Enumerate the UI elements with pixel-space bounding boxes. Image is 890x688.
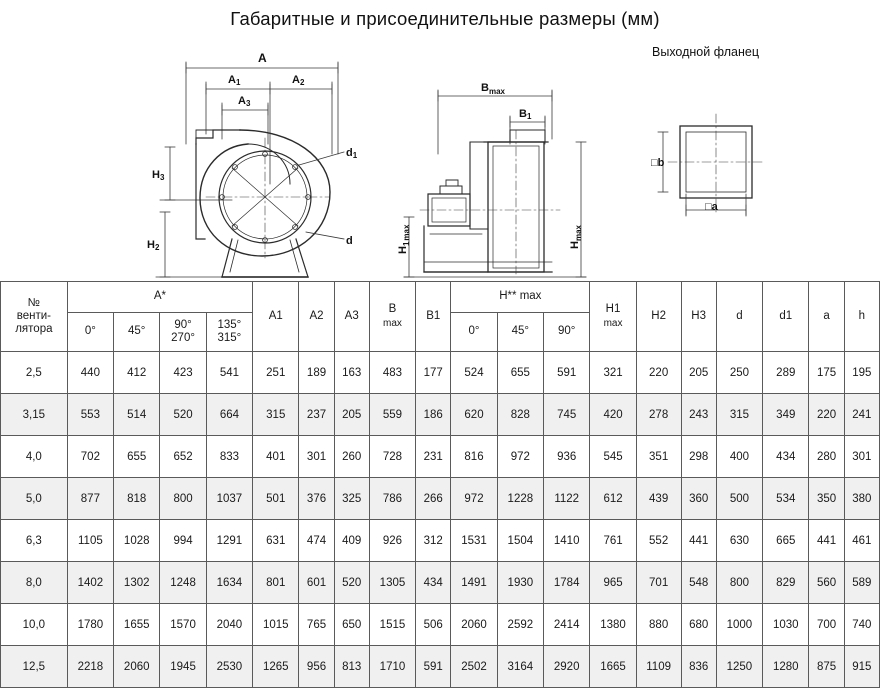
table-row xyxy=(1,352,880,394)
header-d1: d1 xyxy=(763,282,809,352)
table-row xyxy=(1,520,880,562)
cell-A3: 409 xyxy=(334,520,369,562)
cell-d: 250 xyxy=(716,352,762,394)
cell-d1: 289 xyxy=(763,352,809,394)
cell-H1max: 1380 xyxy=(590,604,636,646)
cell-H3: 548 xyxy=(681,562,716,604)
cell-A1: 315 xyxy=(253,394,299,436)
label-A: A xyxy=(258,51,267,65)
cell-a: 560 xyxy=(809,562,844,604)
header-h: h xyxy=(844,282,879,352)
cell-Bmax: 1515 xyxy=(369,604,415,646)
header-A3: A3 xyxy=(334,282,369,352)
cell-d1: 1280 xyxy=(763,646,809,688)
cell-a45: 1028 xyxy=(114,520,160,562)
cell-a135: 833 xyxy=(206,436,252,478)
cell-a0: 1780 xyxy=(67,604,113,646)
label-d: d xyxy=(346,235,353,247)
cell-H2: 880 xyxy=(636,604,681,646)
cell-h: 915 xyxy=(844,646,879,688)
cell-A3: 520 xyxy=(334,562,369,604)
cell-H2: 278 xyxy=(636,394,681,436)
header-H1-max: H1 max xyxy=(590,282,636,352)
cell-h45: 1930 xyxy=(497,562,543,604)
cell-h45: 828 xyxy=(497,394,543,436)
table-row xyxy=(1,478,880,520)
drawings-area xyxy=(0,34,890,279)
header-a: a xyxy=(809,282,844,352)
cell-H1max: 965 xyxy=(590,562,636,604)
label-B1: B1 xyxy=(519,108,532,121)
cell-h0: 620 xyxy=(451,394,497,436)
cell-H3: 298 xyxy=(681,436,716,478)
cell-h: 241 xyxy=(844,394,879,436)
cell-a0: 1402 xyxy=(67,562,113,604)
cell-h: 380 xyxy=(844,478,879,520)
header-A1: A1 xyxy=(253,282,299,352)
cell-a90: 994 xyxy=(160,520,206,562)
cell-a0: 877 xyxy=(67,478,113,520)
label-flange-a: □a xyxy=(705,201,718,213)
cell-B1: 177 xyxy=(416,352,451,394)
table-row xyxy=(1,604,880,646)
header-group-A: A* xyxy=(67,282,252,313)
cell-h: 740 xyxy=(844,604,879,646)
header-A-90-270: 90° 270° xyxy=(160,313,206,352)
cell-a135: 1634 xyxy=(206,562,252,604)
cell-Bmax: 1305 xyxy=(369,562,415,604)
cell-h90: 1784 xyxy=(544,562,590,604)
cell-a45: 1302 xyxy=(114,562,160,604)
cell-A3: 813 xyxy=(334,646,369,688)
cell-a90: 800 xyxy=(160,478,206,520)
label-A1: A1 xyxy=(228,74,241,87)
cell-a45: 2060 xyxy=(114,646,160,688)
cell-H1max: 761 xyxy=(590,520,636,562)
cell-h: 301 xyxy=(844,436,879,478)
label-A2: A2 xyxy=(292,74,305,87)
cell-H2: 552 xyxy=(636,520,681,562)
cell-h90: 2920 xyxy=(544,646,590,688)
cell-a45: 514 xyxy=(114,394,160,436)
cell-a: 700 xyxy=(809,604,844,646)
cell-H3: 205 xyxy=(681,352,716,394)
flange-caption: Выходной фланец xyxy=(652,45,759,59)
cell-a90: 423 xyxy=(160,352,206,394)
cell-a0: 2218 xyxy=(67,646,113,688)
cell-a: 175 xyxy=(809,352,844,394)
cell-a90: 1945 xyxy=(160,646,206,688)
cell-fan-number: 10,0 xyxy=(1,604,68,646)
cell-H2: 220 xyxy=(636,352,681,394)
cell-A2: 474 xyxy=(299,520,334,562)
label-A3: A3 xyxy=(238,95,251,108)
page-title: Габаритные и присоединительные размеры (мм) xyxy=(230,8,660,29)
cell-d1: 349 xyxy=(763,394,809,436)
cell-H1max: 321 xyxy=(590,352,636,394)
cell-h90: 1410 xyxy=(544,520,590,562)
cell-a90: 1570 xyxy=(160,604,206,646)
header-B-max: B max xyxy=(369,282,415,352)
cell-A1: 631 xyxy=(253,520,299,562)
cell-Bmax: 483 xyxy=(369,352,415,394)
cell-h0: 2060 xyxy=(451,604,497,646)
cell-B1: 312 xyxy=(416,520,451,562)
header-d: d xyxy=(716,282,762,352)
cell-h90: 745 xyxy=(544,394,590,436)
cell-d1: 534 xyxy=(763,478,809,520)
label-H2: H2 xyxy=(147,239,160,252)
header-group-H: H** max xyxy=(451,282,590,313)
cell-B1: 186 xyxy=(416,394,451,436)
cell-h: 461 xyxy=(844,520,879,562)
table-row xyxy=(1,562,880,604)
table-row xyxy=(1,646,880,688)
cell-h90: 591 xyxy=(544,352,590,394)
cell-A1: 401 xyxy=(253,436,299,478)
cell-H3: 441 xyxy=(681,520,716,562)
cell-d: 630 xyxy=(716,520,762,562)
cell-d1: 665 xyxy=(763,520,809,562)
cell-H2: 351 xyxy=(636,436,681,478)
label-Hmax: $H_{max}$ xyxy=(569,225,583,249)
cell-d: 315 xyxy=(716,394,762,436)
cell-A1: 1265 xyxy=(253,646,299,688)
cell-h0: 2502 xyxy=(451,646,497,688)
header-fan-number-l1: № xyxy=(27,296,41,309)
cell-fan-number: 12,5 xyxy=(1,646,68,688)
cell-H3: 243 xyxy=(681,394,716,436)
cell-A2: 376 xyxy=(299,478,334,520)
cell-A1: 801 xyxy=(253,562,299,604)
cell-Bmax: 926 xyxy=(369,520,415,562)
cell-A3: 163 xyxy=(334,352,369,394)
cell-Bmax: 559 xyxy=(369,394,415,436)
cell-H1max: 1665 xyxy=(590,646,636,688)
dimensions-table xyxy=(0,281,880,688)
cell-A3: 205 xyxy=(334,394,369,436)
cell-fan-number: 2,5 xyxy=(1,352,68,394)
cell-A2: 301 xyxy=(299,436,334,478)
cell-h45: 655 xyxy=(497,352,543,394)
cell-h0: 1531 xyxy=(451,520,497,562)
cell-a90: 652 xyxy=(160,436,206,478)
cell-d1: 1030 xyxy=(763,604,809,646)
header-H-90: 90° xyxy=(544,313,590,352)
label-Bmax: $B_{max}$ xyxy=(481,82,505,96)
cell-a: 220 xyxy=(809,394,844,436)
cell-A1: 1015 xyxy=(253,604,299,646)
cell-h45: 3164 xyxy=(497,646,543,688)
cell-A1: 251 xyxy=(253,352,299,394)
header-fan-number-l2: венти- xyxy=(16,309,51,322)
cell-A2: 601 xyxy=(299,562,334,604)
cell-h90: 2414 xyxy=(544,604,590,646)
cell-a90: 520 xyxy=(160,394,206,436)
cell-B1: 591 xyxy=(416,646,451,688)
header-fan-number xyxy=(1,282,68,352)
cell-a45: 655 xyxy=(114,436,160,478)
cell-A2: 956 xyxy=(299,646,334,688)
cell-a: 441 xyxy=(809,520,844,562)
cell-a0: 1105 xyxy=(67,520,113,562)
technical-drawings-svg xyxy=(0,34,890,279)
header-A-45: 45° xyxy=(114,313,160,352)
cell-h: 589 xyxy=(844,562,879,604)
cell-Bmax: 1710 xyxy=(369,646,415,688)
cell-h0: 1491 xyxy=(451,562,497,604)
cell-d: 1000 xyxy=(716,604,762,646)
cell-A2: 189 xyxy=(299,352,334,394)
cell-a135: 1291 xyxy=(206,520,252,562)
cell-h45: 1504 xyxy=(497,520,543,562)
cell-a: 350 xyxy=(809,478,844,520)
cell-H2: 701 xyxy=(636,562,681,604)
header-H2: H2 xyxy=(636,282,681,352)
cell-fan-number: 5,0 xyxy=(1,478,68,520)
header-B1: B1 xyxy=(416,282,451,352)
cell-a: 875 xyxy=(809,646,844,688)
header-H-0: 0° xyxy=(451,313,497,352)
label-H3: H3 xyxy=(152,169,165,182)
cell-B1: 434 xyxy=(416,562,451,604)
table-row xyxy=(1,394,880,436)
cell-Bmax: 728 xyxy=(369,436,415,478)
cell-A1: 501 xyxy=(253,478,299,520)
cell-B1: 231 xyxy=(416,436,451,478)
label-H1max: $H_1\max$ xyxy=(397,224,411,254)
cell-H2: 439 xyxy=(636,478,681,520)
header-A2: A2 xyxy=(299,282,334,352)
cell-h0: 816 xyxy=(451,436,497,478)
cell-d: 800 xyxy=(716,562,762,604)
cell-A2: 765 xyxy=(299,604,334,646)
cell-a0: 702 xyxy=(67,436,113,478)
cell-fan-number: 3,15 xyxy=(1,394,68,436)
cell-h: 195 xyxy=(844,352,879,394)
cell-a135: 664 xyxy=(206,394,252,436)
cell-h45: 2592 xyxy=(497,604,543,646)
label-flange-b: □b xyxy=(651,157,665,169)
cell-d1: 434 xyxy=(763,436,809,478)
cell-h0: 972 xyxy=(451,478,497,520)
cell-fan-number: 4,0 xyxy=(1,436,68,478)
header-H-45: 45° xyxy=(497,313,543,352)
cell-A3: 650 xyxy=(334,604,369,646)
cell-h45: 972 xyxy=(497,436,543,478)
table-header-row-1 xyxy=(1,282,880,313)
cell-a135: 2530 xyxy=(206,646,252,688)
cell-A3: 325 xyxy=(334,478,369,520)
cell-H1max: 545 xyxy=(590,436,636,478)
cell-d1: 829 xyxy=(763,562,809,604)
cell-A3: 260 xyxy=(334,436,369,478)
cell-d: 500 xyxy=(716,478,762,520)
table-body xyxy=(1,352,880,688)
cell-a45: 1655 xyxy=(114,604,160,646)
cell-H2: 1109 xyxy=(636,646,681,688)
cell-d: 1250 xyxy=(716,646,762,688)
cell-H1max: 420 xyxy=(590,394,636,436)
cell-H3: 360 xyxy=(681,478,716,520)
header-A-0: 0° xyxy=(67,313,113,352)
cell-B1: 506 xyxy=(416,604,451,646)
cell-h90: 1122 xyxy=(544,478,590,520)
cell-fan-number: 6,3 xyxy=(1,520,68,562)
cell-a: 280 xyxy=(809,436,844,478)
table-head xyxy=(1,282,880,352)
cell-h45: 1228 xyxy=(497,478,543,520)
cell-a135: 2040 xyxy=(206,604,252,646)
cell-h0: 524 xyxy=(451,352,497,394)
cell-a0: 553 xyxy=(67,394,113,436)
cell-d: 400 xyxy=(716,436,762,478)
cell-H3: 836 xyxy=(681,646,716,688)
cell-H1max: 612 xyxy=(590,478,636,520)
label-d1: d1 xyxy=(346,147,358,160)
cell-a90: 1248 xyxy=(160,562,206,604)
cell-a135: 541 xyxy=(206,352,252,394)
cell-Bmax: 786 xyxy=(369,478,415,520)
cell-a0: 440 xyxy=(67,352,113,394)
cell-fan-number: 8,0 xyxy=(1,562,68,604)
cell-a45: 412 xyxy=(114,352,160,394)
cell-h90: 936 xyxy=(544,436,590,478)
cell-A2: 237 xyxy=(299,394,334,436)
cell-a45: 818 xyxy=(114,478,160,520)
header-fan-number-l3: лятора xyxy=(15,323,53,336)
header-A-135-315: 135° 315° xyxy=(206,313,252,352)
cell-a135: 1037 xyxy=(206,478,252,520)
cell-H3: 680 xyxy=(681,604,716,646)
table-row xyxy=(1,436,880,478)
header-H3: H3 xyxy=(681,282,716,352)
cell-B1: 266 xyxy=(416,478,451,520)
